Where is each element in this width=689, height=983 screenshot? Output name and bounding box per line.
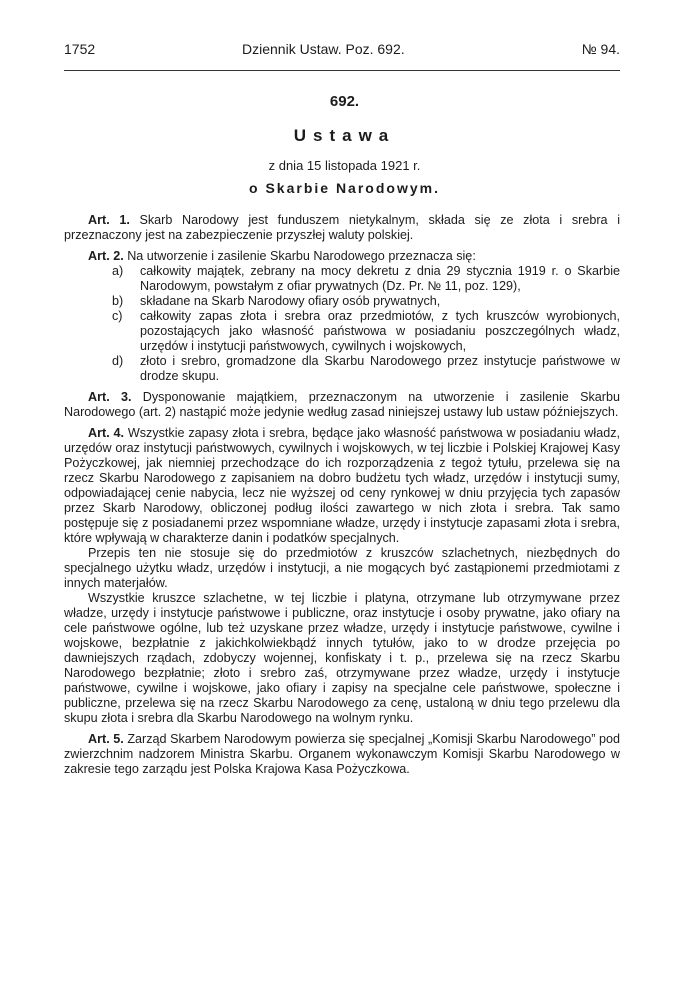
article-label: Art. 2.	[88, 249, 124, 263]
item-text: całkowity majątek, zebrany na mocy dekretu z dnia 29 stycznia 1919 r. o Skarbie Narodowym, powstałym z ofiar prywatnych (Dz. Pr. № 11, poz. 129),	[140, 264, 620, 293]
item-letter: b)	[112, 294, 124, 308]
article-2	[64, 249, 620, 264]
article-1	[64, 213, 620, 243]
item-text: złoto i srebro, gromadzone dla Skarbu Narodowego przez instytucje państwowe w drodze skupu.	[140, 354, 620, 383]
article-label: Art. 1.	[88, 213, 130, 227]
list-item	[64, 294, 620, 309]
article-label: Art. 4.	[88, 426, 125, 440]
article-text: Dysponowanie majątkiem, przeznaczonym na utworzenie i zasilenie Skarbu Narodowego (art. 2) nastąpić może jedynie według zasad niniejszej ustawy lub ustaw późniejszych.	[64, 390, 620, 419]
issue-number: № 94.	[581, 41, 620, 57]
article-4	[64, 426, 620, 546]
article-4-paragraph-3: Wszystkie kruszce szlachetne, w tej liczbie i platyna, otrzymane lub otrzymywane przez władze, urzędy i instytucje państwowe i publiczne, oraz instytucje i osoby prywatne, jako ofiary na cele państwowe ogólne, lub też uzyskane przez władze, urzędy i instytucje państwowe, cywilne i wojskowe, bezpłatnie z jakichkolwiekbądź innych tytułów, jako to w drodze przejęcia po dawniejszych rządach, zdobyczy wojennej, konfiskaty i t. p., przelewa się na rzecz Skarbu Narodowego bezpłatnie; złoto i srebro zaś, otrzymywane przez władze, urzędy i instytucje państwowe, cywilne i wojskowe, jako ofiary i zapisy na specjalne cele państwowe, społeczne i publiczne, przelewa się na rzecz Skarbu Narodowego za cenę, ustaloną w dniu tego przelewu dla skupu złota i srebra dla Skarbu Narodowego na wolnym rynku.	[64, 591, 620, 725]
article-text: Skarb Narodowy jest funduszem nietykalnym, składa się ze złota i srebra i przeznaczony jest na zabezpieczenie przyszłej waluty polskiej.	[64, 213, 620, 242]
list-item	[64, 354, 620, 384]
item-text: składane na Skarb Narodowy ofiary osób prywatnych,	[140, 294, 441, 308]
article-label: Art. 5.	[88, 732, 124, 746]
page-number: 1752	[64, 41, 96, 57]
law-date: z dnia 15 listopada 1921 r.	[268, 158, 421, 173]
article-label: Art. 3.	[88, 390, 132, 404]
article-5	[64, 732, 620, 777]
journal-reference: Dziennik Ustaw. Poz. 692.	[242, 41, 405, 57]
list-item	[64, 309, 620, 354]
item-text: całkowity zapas złota i srebra oraz przedmiotów, z tych kruszców wyrobionych, pozostających jako własność państwowa w posiadaniu poszczególnych władz, urzędów i instytucji państwowych, cywilnych i wojskowych,	[140, 309, 620, 353]
article-text: Zarząd Skarbem Narodowym powierza się specjalnej „Komisji Skarbu Narodowego” pod zwierzchnim nadzorem Ministra Skarbu. Organem wykonawczym Komisji Skarbu Narodowego w zakresie tego zarządu jest Polska Krajowa Kasa Pożyczkowa.	[64, 732, 621, 776]
article-text: Wszystkie zapasy złota i srebra, będące jako własność państwowa w posiadaniu władz, urzędów oraz instytucji państwowych, cywilnych i wojskowych, w tej liczbie i Polskiej Krajowej Kasy Pożyczkowej, jak niemniej przechodzące do ich rozporządzenia z tegoż tytułu, przelewa się na rzecz Skarbu Narodowego z zapisaniem na dobro budżetu tych władz, urzędów i instytucji sumy, odpowiadającej cenie nabycia, lecz nie wyższej od ceny rynkowej w dniu przyjęcia tych zapasów przez Skarb Narodowy, obliczonej podług ilości zawartego w nich złota i srebra. Tak samo postępuje się z posiadanemi przez wspomniane władze, urzędy i instytucje zapasami złota i srebra, które wpływają w charakterze danin i podatków specjalnych.	[64, 426, 620, 545]
article-4-paragraph-2: Przepis ten nie stosuje się do przedmiotów z kruszców szlachetnych, niezbędnych do specjalnego użytku władz, urzędów i instytucji, a nie mogących być zastąpionemi przedmiotami z innych materjałów.	[64, 546, 620, 590]
item-letter: a)	[112, 264, 124, 278]
item-letter: c)	[112, 309, 123, 323]
law-body	[64, 213, 620, 783]
page-header	[64, 41, 620, 61]
article-2-items	[64, 264, 620, 384]
list-item	[64, 264, 620, 294]
document-number: 692.	[329, 93, 360, 110]
header-divider	[64, 70, 620, 71]
law-subject: o Skarbie Narodowym.	[249, 180, 440, 196]
article-intro: Na utworzenie i zasilenie Skarbu Narodowego przeznacza się:	[127, 249, 476, 263]
law-title: Ustawa	[293, 126, 396, 145]
article-3	[64, 390, 620, 420]
item-letter: d)	[112, 354, 124, 368]
